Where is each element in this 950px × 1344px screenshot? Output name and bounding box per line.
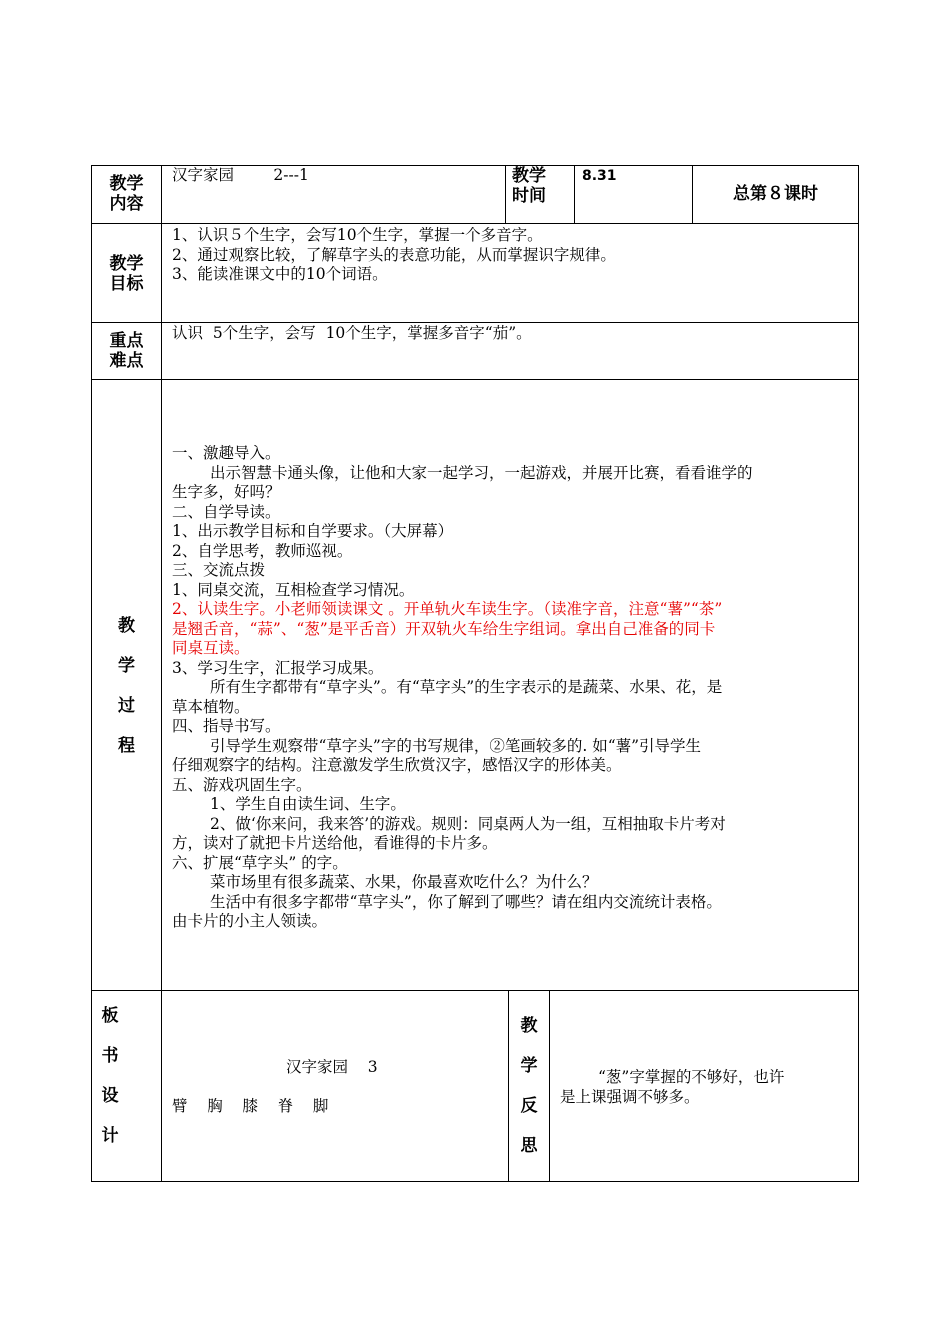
process-line: 出示智慧卡通头像，让他和大家一起学习，一起游戏，并展开比赛，看看谁学的 bbox=[210, 463, 753, 482]
goals-list bbox=[172, 226, 616, 285]
reflection-text bbox=[560, 1068, 784, 1107]
label-teaching-process bbox=[92, 616, 161, 776]
process-line-highlight: 同桌互读。 bbox=[172, 639, 250, 657]
process-line: 方，读对了就把卡片送给他，看谁得的卡片多。 bbox=[172, 834, 498, 852]
process-line: 一、激趣导入。 bbox=[172, 444, 281, 462]
process-line: 2、做‘你来问，我来答’的游戏。规则：同桌两人为一组，互相抽取卡片考对 bbox=[210, 814, 726, 833]
table-divider bbox=[91, 223, 859, 224]
process-line: 仔细观察字的结构。注意激发学生欣赏汉字，感悟汉字的形体美。 bbox=[172, 756, 622, 774]
process-line: 四、指导书写。 bbox=[172, 717, 281, 735]
label-char: 学 bbox=[520, 1056, 538, 1076]
reflection-line: “葱”字掌握的不够好，也许 bbox=[598, 1068, 785, 1086]
key-difficulties: 认识 5个生字，会写 10个生字，掌握多音字“茄”。 bbox=[172, 324, 532, 342]
reflection-line: 是上课强调不够多。 bbox=[560, 1087, 700, 1106]
label-char: 反 bbox=[520, 1096, 538, 1116]
label-char: 教 bbox=[520, 1016, 538, 1036]
table-border-right bbox=[858, 165, 859, 1182]
process-line: 二、自学导读。 bbox=[172, 502, 281, 521]
board-title: 汉字家园 3 bbox=[286, 1058, 378, 1076]
row1-divider bbox=[505, 165, 506, 223]
process-line: 五、游戏巩固生字。 bbox=[172, 775, 312, 794]
label-teaching-time: 教学 时间 bbox=[512, 166, 546, 206]
board-words: 臂 胸 膝 脊 脚 bbox=[172, 1097, 329, 1115]
table-divider bbox=[91, 322, 859, 323]
board-divider bbox=[549, 990, 550, 1181]
label-teaching-content: 教学 内容 bbox=[109, 174, 144, 214]
process-line: 生字多，好吗？ bbox=[172, 483, 281, 501]
process-line: 1、同桌交流，互相检查学习情况。 bbox=[172, 580, 415, 599]
process-line: 六、扩展“草字头” 的字。 bbox=[172, 853, 348, 872]
label-char: 书 bbox=[101, 1046, 119, 1066]
label-char: 教 bbox=[118, 616, 135, 636]
process-line: 三、交流点拨 bbox=[172, 561, 266, 579]
table-label-column bbox=[161, 165, 162, 1182]
label-char: 学 bbox=[118, 656, 135, 676]
label-char: 板 bbox=[101, 1006, 119, 1026]
process-line: 1、学生自由读生词、生字。 bbox=[210, 795, 406, 813]
label-char: 程 bbox=[118, 736, 135, 756]
teaching-date: 8.31 bbox=[582, 168, 617, 184]
label-char: 设 bbox=[101, 1086, 119, 1106]
table-divider bbox=[91, 990, 859, 991]
process-line: 所有生字都带有“草字头”。有“草字头”的生字表示的是蔬菜、水果、花，是 bbox=[210, 678, 723, 696]
process-line: 引导学生观察带“草字头”字的书写规律，②笔画较多的. 如“薯”引导学生 bbox=[210, 736, 702, 755]
process-text bbox=[172, 444, 852, 932]
process-line: 菜市场里有很多蔬菜、水果，你最喜欢吃什么？为什么？ bbox=[210, 873, 598, 891]
process-line: 草本植物。 bbox=[172, 697, 250, 716]
label-teaching-goals: 教学 目标 bbox=[109, 254, 144, 294]
table-divider bbox=[91, 379, 859, 380]
teaching-content: 汉字家园 2---1 bbox=[172, 166, 309, 184]
process-line-highlight: 2、认读生字。小老师领读课文 。开单轨火车读生字。（读准字音，注意“薯”“茶” bbox=[172, 600, 723, 618]
process-line: 2、自学思考，教师巡视。 bbox=[172, 541, 353, 560]
goal-line: 1、认识５个生字，会写10个生字，掌握一个多音字。 bbox=[172, 226, 543, 244]
row1-divider bbox=[574, 165, 575, 223]
label-board-design bbox=[92, 1006, 128, 1166]
goal-line: 3、能读准课文中的10个词语。 bbox=[172, 265, 388, 283]
table-border-bottom bbox=[91, 1181, 859, 1182]
process-line: 生活中有很多字都带“草字头”，你了解到了哪些？请在组内交流统计表格。 bbox=[210, 892, 722, 911]
process-line: 3、学习生字，汇报学习成果。 bbox=[172, 658, 384, 677]
label-teaching-reflection bbox=[509, 1016, 549, 1176]
process-line: 由卡片的小主人领读。 bbox=[172, 912, 328, 930]
label-key-difficulties: 重点 难点 bbox=[109, 331, 144, 371]
goal-line: 2、通过观察比较，了解草字头的表意功能，从而掌握识字规律。 bbox=[172, 245, 616, 264]
process-line-highlight: 是翘舌音，“蒜”、“葱”是平舌音）开双轨火车给生字组词。拿出自己准备的同卡 bbox=[172, 619, 716, 638]
label-char: 计 bbox=[101, 1126, 119, 1146]
total-lesson-count: 总第８课时 bbox=[733, 184, 818, 204]
label-char: 思 bbox=[520, 1136, 538, 1156]
label-char: 过 bbox=[118, 696, 135, 716]
process-line: 1、出示教学目标和自学要求。（大屏幕） bbox=[172, 522, 454, 540]
